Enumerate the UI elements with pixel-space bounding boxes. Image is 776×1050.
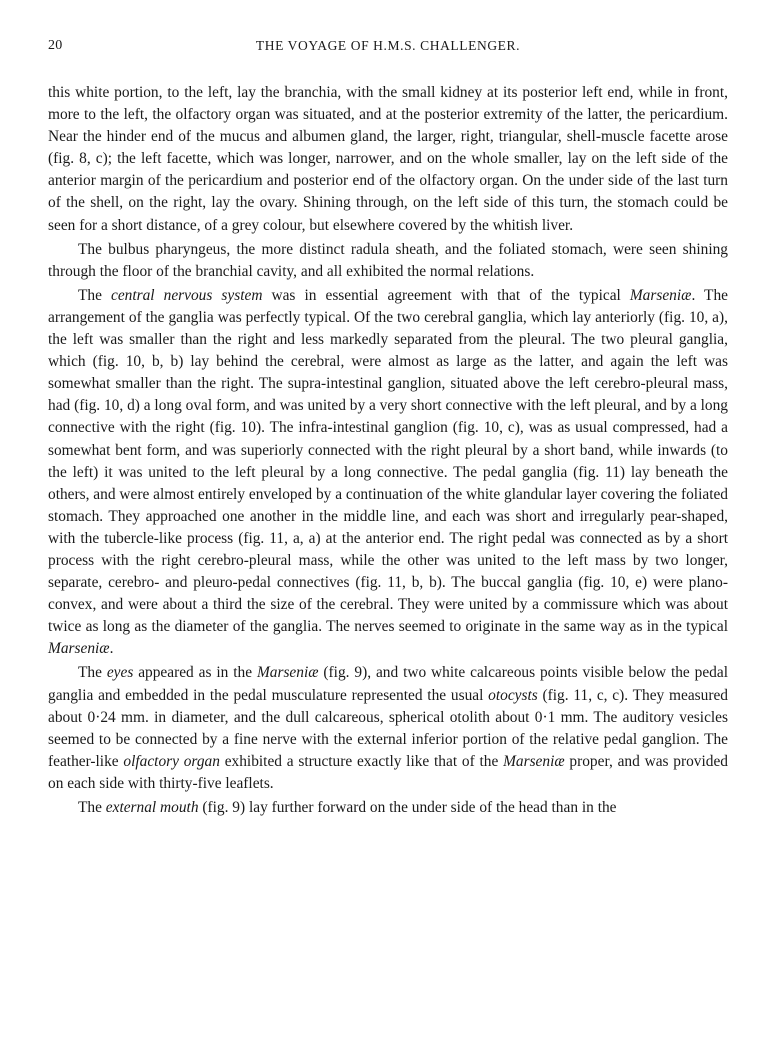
text-segment: appeared as in the bbox=[133, 664, 257, 682]
text-segment: this white portion, to the left, lay the branchia, with the small kidney at its posterior left end, while in front, more to the left, the olfactory organ was situated, and at the posterior extremity of the latter, the pericardium. Near the hinder end of the mucus and albumen gland, the larger, right, triangular, shell-muscle facette arose (fig. 8, c); the left facette, which was longer, narrower, and on the whole smaller, lay on the left side of the anterior margin of the pericardium and posterior end of the olfactory organ. On the under side of the last turn of the shell, on the right, lay the ovary. Shining through, on the left side of this turn, the stomach could be seen for a short distance, of a grey colour, but elsewhere covered by the whitish liver. bbox=[48, 84, 728, 234]
paragraph-continued bbox=[48, 82, 728, 237]
text-segment: The bbox=[78, 664, 107, 682]
italic-taxon: Marseniæ bbox=[503, 752, 565, 770]
paragraph-external-mouth bbox=[48, 797, 728, 819]
italic-term: otocysts bbox=[488, 686, 538, 704]
document-page bbox=[48, 38, 728, 819]
text-segment: . The arrangement of the ganglia was perfectly typical. Of the two cerebral ganglia, which lay anteriorly (fig. 10, a), the left was smaller than the right and less markedly separated from the pleural. The two pleural ganglia, which (fig. 10, b, b) lay behind the cerebral, were almost as large as the latter, and again the left was somewhat smaller than the right. The supra-intestinal ganglion, situated above the left cerebro-pleural mass, had (fig. 10, d) a long oval form, and was united by a very short connective with the left pleural, and by a long connective with the right (fig. 10). The infra-intestinal ganglion (fig. 10, c), was as usual compressed, had a somewhat bent form, and was superiorly connected with the right pleural by a short band, while inwards (to the left) it was united to the left pleural by a long connective. The pedal ganglia (fig. 11) lay beneath the others, and were almost entirely enveloped by a continuation of the white glandular layer covering the foliated stomach. They approached one another in the middle line, and each was short and irregularly pear-shaped, with the tubercle-like process (fig. 11, a, a) at the anterior end. The right pedal was connected as by a short process with the right cerebro-pleural mass, while the other was united to the left mass by two longer, separate, cerebro- and pleuro-pedal connectives (fig. 11, b, b). The buccal ganglia (fig. 10, e) were plano-convex, and were about a third the size of the cerebral. They were united by a commissure which was about twice as long as the diameter of the ganglia. The nerves seemed to originate in the same way as in the typical bbox=[48, 286, 728, 636]
text-segment: (fig. 11, c, c). They measured about 0·24 mm. in diameter, and the dull calcareous, spherical otolith about 0·1 mm. The auditory vesicles seemed to be connected by a fine nerve with the external inferior portion of the relative pedal ganglion. The feather-like bbox=[48, 686, 728, 770]
paragraph-bulbus-pharyngeus bbox=[48, 239, 728, 283]
paragraph-nervous-system bbox=[48, 285, 728, 661]
text-segment: The bbox=[78, 286, 111, 304]
italic-taxon: Marseniæ bbox=[48, 640, 110, 658]
paragraph-eyes-otocysts bbox=[48, 662, 728, 795]
text-segment: (fig. 9) lay further forward on the under side of the head than in the bbox=[198, 799, 617, 816]
text-segment: proper, and was provided on each side with thirty-five leaflets. bbox=[48, 752, 728, 792]
text-segment: The bbox=[78, 799, 106, 816]
italic-term: external mouth bbox=[105, 799, 199, 816]
text-segment: exhibited a structure exactly like that of the bbox=[219, 752, 504, 770]
italic-taxon: Marseniæ bbox=[629, 286, 692, 304]
text-segment: . bbox=[109, 640, 114, 658]
text-segment: was in essential agreement with that of the typical bbox=[262, 286, 630, 304]
running-title: THE VOYAGE OF H.M.S. CHALLENGER. bbox=[255, 38, 521, 53]
body-text bbox=[48, 82, 728, 819]
running-header bbox=[48, 38, 728, 64]
italic-term: olfactory organ bbox=[123, 752, 220, 770]
italic-taxon: Marseniæ bbox=[256, 664, 319, 682]
text-segment: (fig. 9), and two white calcareous points visible below the pedal ganglia and embedded in the pedal musculature represented the usual bbox=[48, 664, 728, 704]
italic-term: eyes bbox=[106, 664, 134, 682]
text-segment: The bulbus pharyngeus, the more distinct radula sheath, and the foliated stomach, were seen shining through the floor of the branchial cavity, and all exhibited the normal relations. bbox=[48, 240, 728, 280]
italic-term: central nervous system bbox=[110, 286, 263, 304]
page-number: 20 bbox=[48, 38, 63, 53]
